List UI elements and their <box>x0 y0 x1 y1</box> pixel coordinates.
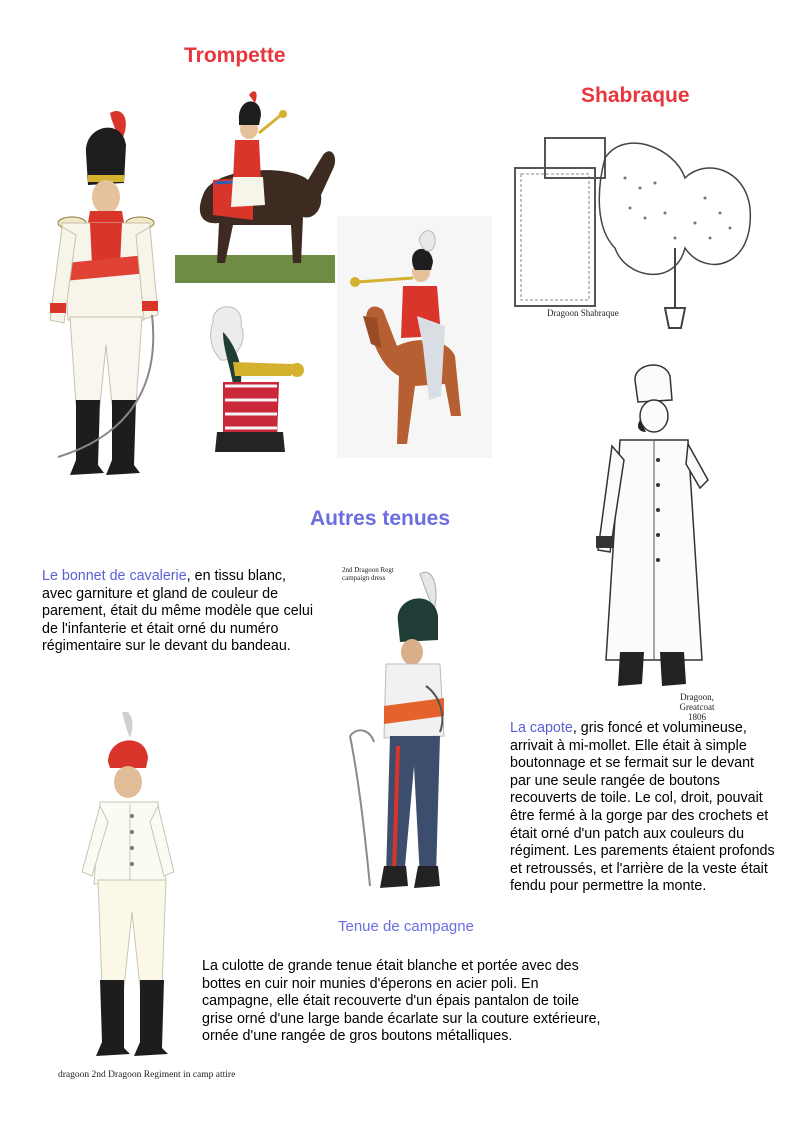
campaign-dress-illustration <box>340 566 468 906</box>
trumpeter-dress-uniform-illustration <box>40 105 165 485</box>
capote-text: , gris foncé et volumineuse, arrivait à mi-mollet. Elle était à simple boutonnage et se fermait sur le devant par une seule rangée de boutons recouverts de toile. Le col, droit, pouvait être fermé à la gorge par des crochets et était orné d'un patch aux couleurs du régiment. Les parements étaient profonds et retroussés, et l'arrière de la veste était fendu pour permettre la monte. <box>510 720 775 895</box>
heading-trompette: Trompette <box>184 44 286 67</box>
culotte-paragraph: La culotte de grande tenue était blanche et portée avec des bottes en cuir noir munies d'éperons en acier poli. En campagne, elle était recouverte d'un épais pantalon de toile grise orné d'une large bande écarlate sur la couture extérieure, ornée d'une rangée de gros boutons métalliques. <box>202 958 601 1045</box>
campaign-caption: Tenue de campagne <box>338 918 474 935</box>
bonnet-text: , en tissu blanc, avec garniture et gland de couleur de parement, était du même modèle que celui de l'infanterie et était orné du numéro régimentaire sur le devant du bandeau. <box>42 568 313 655</box>
heading-autres-tenues: Autres tenues <box>310 507 451 530</box>
camp-attire-caption: dragoon 2nd Dragoon Regiment in camp attire <box>58 1070 236 1080</box>
capote-paragraph <box>510 720 778 896</box>
capote-link[interactable]: La capote <box>510 720 573 736</box>
greatcoat-label-line2: Greatcoat 1806 <box>679 702 715 722</box>
greatcoat-dragoon-sketch <box>590 360 720 722</box>
heading-shabraque: Shabraque <box>581 84 690 107</box>
mounted-trumpeter-photo-2 <box>337 216 492 458</box>
greatcoat-label-line1: Dragoon, <box>680 692 714 702</box>
bonnet-link[interactable]: Le bonnet de cavalerie <box>42 568 187 584</box>
campaign-top-label-line1: 2nd Dragoon Regt <box>342 566 394 574</box>
shabraque-sketch <box>505 128 760 340</box>
camp-attire-illustration <box>70 712 195 1062</box>
mounted-trumpeter-photo-1 <box>173 85 340 285</box>
trumpeter-back-view-photo <box>193 302 318 460</box>
campaign-top-label-line2: campaign dress <box>342 574 386 582</box>
shabraque-sketch-label: Dragoon Shabraque <box>547 308 619 318</box>
bonnet-paragraph <box>42 568 320 656</box>
